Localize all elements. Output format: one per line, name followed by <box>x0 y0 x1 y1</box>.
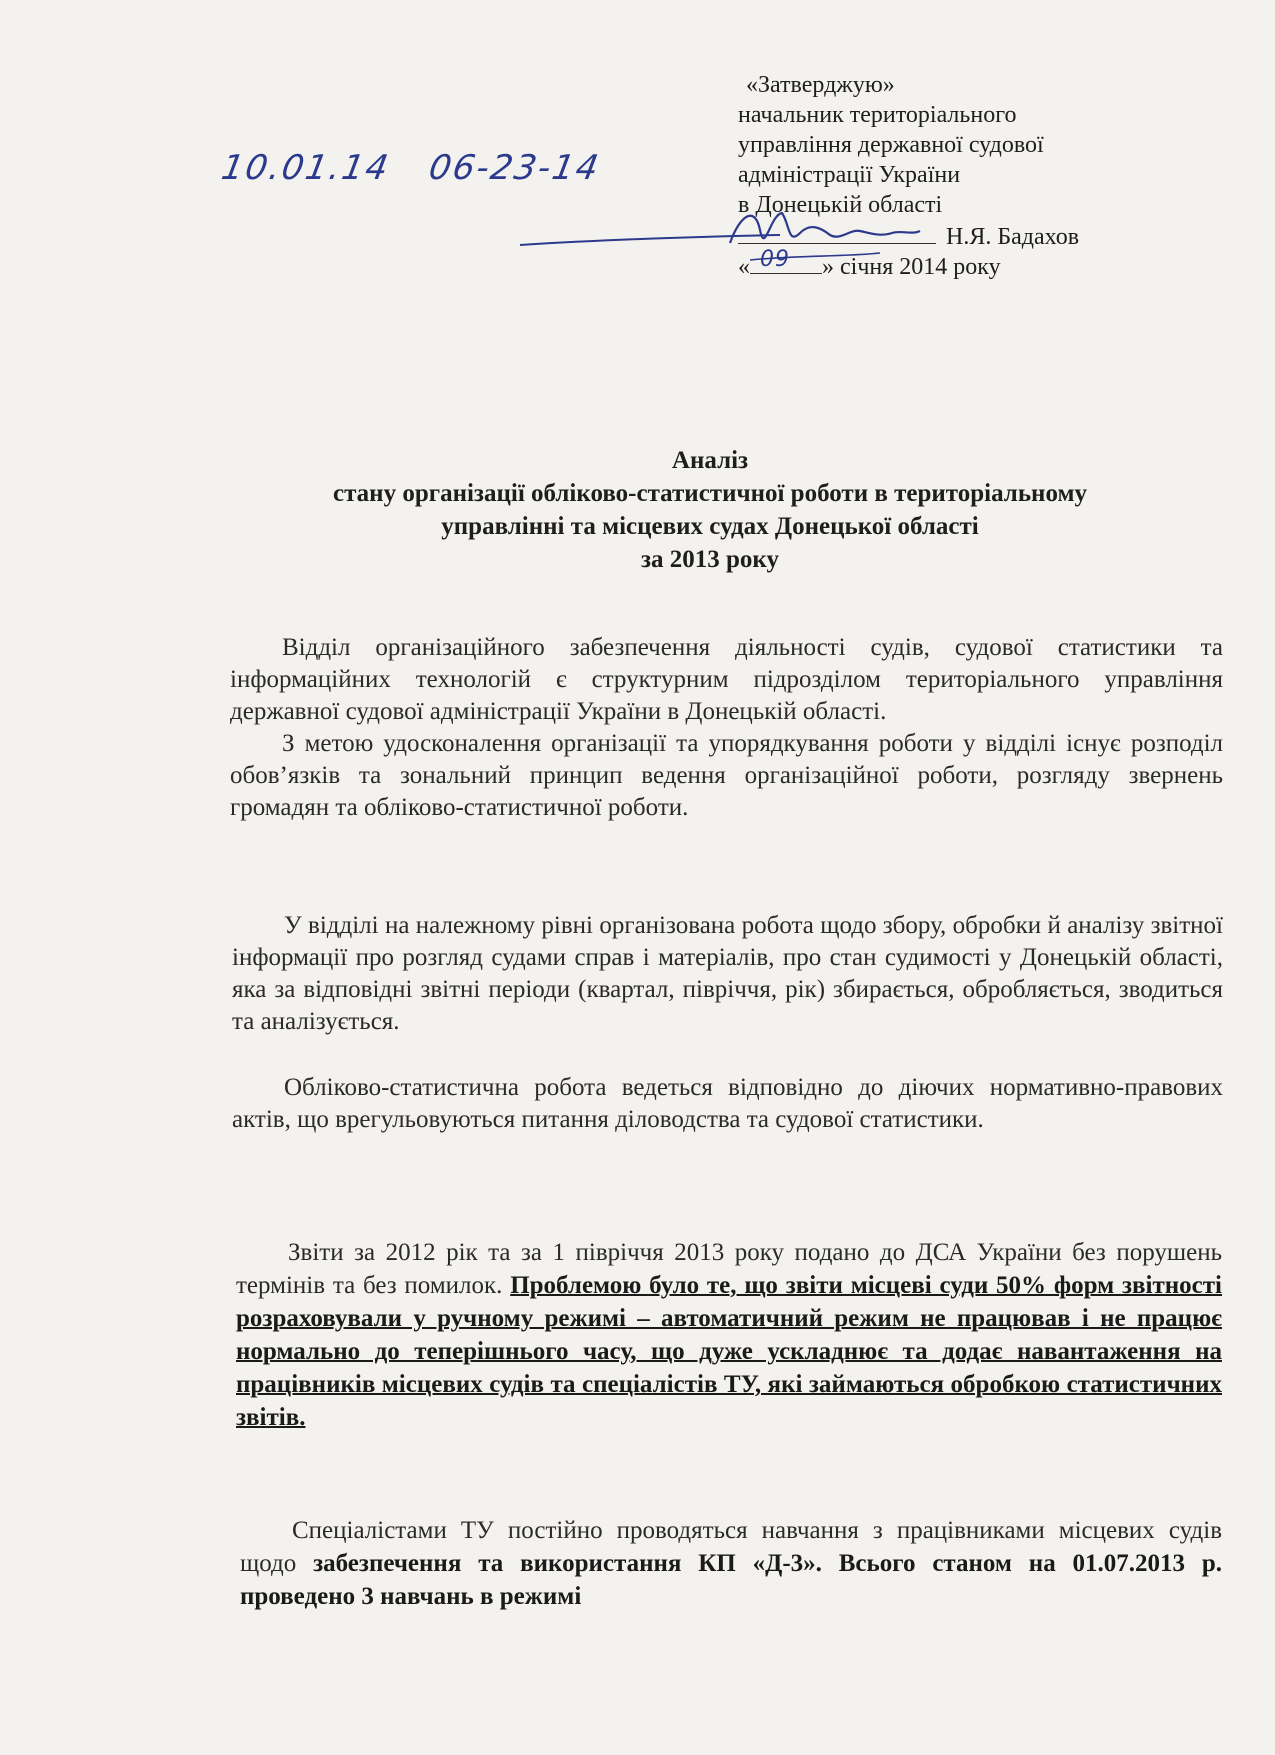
paragraph-6: Спеціалістами ТУ постійно проводяться навчання з працівниками місцевих судів щодо забезпечення та використання КП «Д-3». Всього станом на 01.07.2013 р. проведено 3 навчань в режимі <box>240 1517 1223 1610</box>
signer-name: Н.Я. Бадахов <box>946 224 1080 250</box>
title-line2: стану організації обліково-статистичної роботи в територіальному <box>332 480 1088 507</box>
registration-mark <box>218 148 643 188</box>
title-line3: управлінні та місцевих судах Донецької області <box>441 513 979 540</box>
paragraph-3: У відділі на належному рівні організована робота щодо збору, обробки й аналізу звітної інформації про розгляд судами справ і матеріалів, про стан судимості у Донецькій області, яка за відповідні звітні періоди (квартал, півріччя, рік) збирається, обробляється, зводиться та аналізується. <box>232 912 1223 1035</box>
signature-stroke-line <box>520 235 780 245</box>
paragraph-4: Обліково-статистична робота ведеться відповідно до діючих нормативно-правових актів, що врегульовуються питання діловодства та судової статистики. <box>232 1074 1223 1133</box>
emphasized-training: забезпечення та використання КП «Д-3». Всього станом на 01.07.2013 р. проведено 3 навчань в режимі <box>240 1550 1223 1610</box>
emphasized-problem: Проблемою було те, що звіти місцеві суди 50% форм звітності розраховували у ручному режимі – автоматичний режим не працював і не працює нормально до теперішнього часу, що дуже ускладнює та додає навантаження на працівників місцевих судів та спеціалістів ТУ, які займаються обробкою статистичних звітів. <box>236 1272 1222 1431</box>
signature-stroke-scribble <box>730 213 920 243</box>
date-rest: » січня 2014 року <box>822 254 1001 280</box>
registration-date: 10.01.14 <box>218 148 393 188</box>
approval-position-line2: управління державної судової <box>738 132 1044 158</box>
date-open-quote: « <box>738 254 750 280</box>
handwritten-signature <box>520 185 980 285</box>
document-title <box>240 444 1180 576</box>
paragraph-2: З метою удосконалення організації та упорядкування роботи у відділі існує розподіл обов’язків та зональний принцип ведення організаційної роботи, розгляду звернень громадян та обліково-статистичної роботи. <box>230 730 1223 821</box>
registration-number: 06-23-14 <box>425 148 604 188</box>
title-line1: Аналіз <box>671 447 749 474</box>
approval-position-line4: в Донецькій області <box>738 192 943 218</box>
approval-heading: «Затверджую» <box>746 72 895 98</box>
paragraph-1: Відділ організаційного забезпечення діяльності судів, судової статистики та інформаційних технологій є структурним підрозділом територіального управління державної судової адміністрації України в Донецькій області. <box>230 634 1223 725</box>
signature-stroke-flourish <box>750 253 880 260</box>
paragraph-5: Звіти за 2012 рік та за 1 півріччя 2013 року подано до ДСА України без порушень термінів та без помилок. Проблемою було те, що звіти місцеві суди 50% форм звітності розраховували у ручному режимі – автоматичний режим не працював і не працює нормально до теперішнього часу, що дуже ускладнює та додає навантаження на працівників місцевих судів та спеціалістів ТУ, які займаються обробкою статистичних звітів. <box>236 1239 1222 1431</box>
date-day: 09 <box>760 247 790 272</box>
approval-position-line1: начальник територіального <box>738 102 1017 128</box>
approval-position-line3: адміністрації України <box>738 162 961 188</box>
title-line4: за 2013 року <box>640 546 779 573</box>
